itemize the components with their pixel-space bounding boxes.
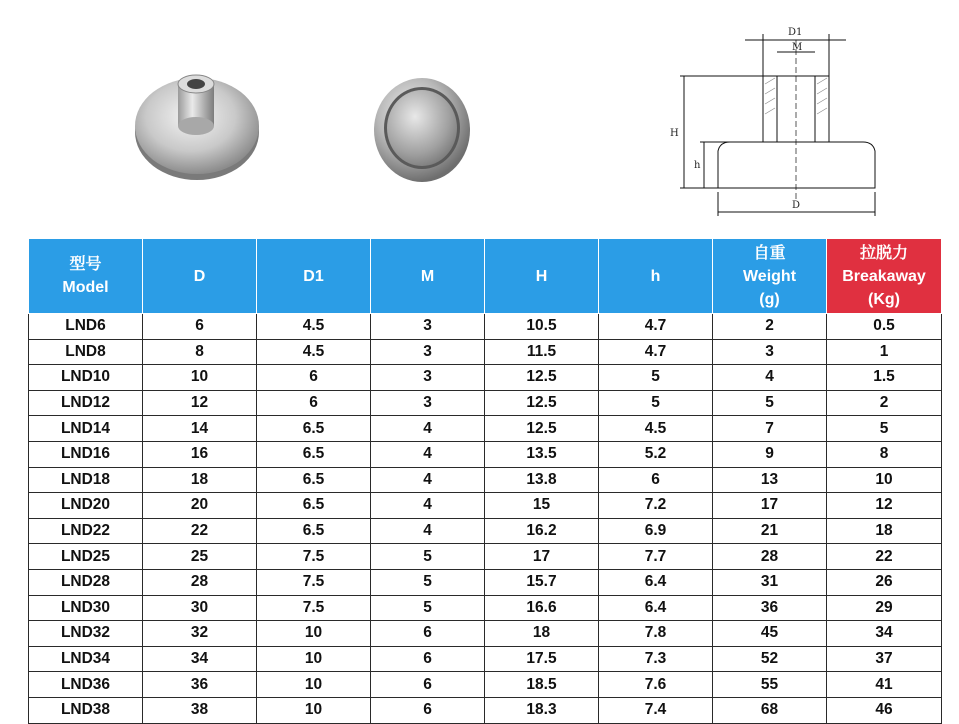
cell-model: LND36: [29, 672, 143, 698]
cell-d1: 6.5: [257, 467, 371, 493]
cell-h-small: 4.7: [599, 339, 713, 365]
cell-breakaway: 46: [827, 697, 942, 723]
table-row: [29, 646, 942, 672]
header-model: 型号 Model: [29, 239, 143, 314]
cell-d1: 4.5: [257, 339, 371, 365]
table-row: [29, 493, 942, 519]
cell-model: LND34: [29, 646, 143, 672]
cell-d: 30: [143, 595, 257, 621]
cell-h-small: 6.4: [599, 569, 713, 595]
header-m: M: [371, 239, 485, 314]
cell-h: 13.8: [485, 467, 599, 493]
cell-model: LND28: [29, 569, 143, 595]
cell-breakaway: 34: [827, 621, 942, 647]
cell-d: 14: [143, 416, 257, 442]
cell-d: 10: [143, 365, 257, 391]
cell-d: 22: [143, 518, 257, 544]
cell-weight: 17: [713, 493, 827, 519]
drawing-label-d1: D1: [788, 27, 803, 38]
table-row: [29, 467, 942, 493]
cell-model: LND38: [29, 697, 143, 723]
cell-d: 25: [143, 544, 257, 570]
cell-weight: 3: [713, 339, 827, 365]
cell-h: 18.3: [485, 697, 599, 723]
cell-weight: 13: [713, 467, 827, 493]
magnet-side-photo-icon: [132, 62, 262, 186]
cell-m: 3: [371, 390, 485, 416]
cell-d1: 6.5: [257, 518, 371, 544]
cell-d1: 6: [257, 390, 371, 416]
cell-breakaway: 0.5: [827, 314, 942, 340]
cell-d1: 6.5: [257, 493, 371, 519]
cell-d: 20: [143, 493, 257, 519]
cell-h: 17: [485, 544, 599, 570]
cell-d: 6: [143, 314, 257, 340]
cell-h-small: 7.2: [599, 493, 713, 519]
cell-weight: 7: [713, 416, 827, 442]
table-row: [29, 441, 942, 467]
header-breakaway: 拉脱力 Breakaway (Kg): [827, 239, 942, 314]
header-d1: D1: [257, 239, 371, 314]
drawing-label-d: D: [792, 200, 801, 211]
cell-h-small: 6.4: [599, 595, 713, 621]
cell-breakaway: 41: [827, 672, 942, 698]
cell-weight: 9: [713, 441, 827, 467]
cell-d: 16: [143, 441, 257, 467]
cell-weight: 45: [713, 621, 827, 647]
table-row: [29, 621, 942, 647]
cell-breakaway: 29: [827, 595, 942, 621]
cell-m: 6: [371, 621, 485, 647]
cell-h: 18.5: [485, 672, 599, 698]
cell-weight: 55: [713, 672, 827, 698]
cell-weight: 28: [713, 544, 827, 570]
cell-h-small: 5: [599, 390, 713, 416]
cell-d: 18: [143, 467, 257, 493]
cell-h-small: 6.9: [599, 518, 713, 544]
cell-m: 5: [371, 569, 485, 595]
cell-breakaway: 1: [827, 339, 942, 365]
cell-breakaway: 1.5: [827, 365, 942, 391]
cell-model: LND18: [29, 467, 143, 493]
spec-table: [28, 238, 942, 724]
header-h-small: h: [599, 239, 713, 314]
cell-h: 12.5: [485, 365, 599, 391]
cell-breakaway: 18: [827, 518, 942, 544]
cell-h: 15: [485, 493, 599, 519]
table-body: [29, 314, 942, 724]
cell-d1: 10: [257, 697, 371, 723]
cell-weight: 31: [713, 569, 827, 595]
cell-m: 5: [371, 544, 485, 570]
cell-h: 18: [485, 621, 599, 647]
cell-model: LND32: [29, 621, 143, 647]
cell-h-small: 5: [599, 365, 713, 391]
cell-model: LND25: [29, 544, 143, 570]
cell-m: 4: [371, 518, 485, 544]
cell-breakaway: 12: [827, 493, 942, 519]
cell-h-small: 7.3: [599, 646, 713, 672]
cell-d1: 7.5: [257, 569, 371, 595]
header-row: [29, 239, 942, 314]
cell-model: LND10: [29, 365, 143, 391]
cell-h-small: 7.4: [599, 697, 713, 723]
table-row: [29, 569, 942, 595]
cell-d1: 10: [257, 621, 371, 647]
cell-weight: 21: [713, 518, 827, 544]
cell-m: 3: [371, 339, 485, 365]
cell-model: LND30: [29, 595, 143, 621]
cell-m: 6: [371, 646, 485, 672]
cell-h-small: 4.5: [599, 416, 713, 442]
table-row: [29, 339, 942, 365]
cell-d: 34: [143, 646, 257, 672]
header-weight: 自重 Weight (g): [713, 239, 827, 314]
drawing-label-h: H: [670, 128, 679, 139]
table-row: [29, 390, 942, 416]
cell-m: 4: [371, 493, 485, 519]
cell-d: 36: [143, 672, 257, 698]
table-row: [29, 365, 942, 391]
cell-d1: 10: [257, 672, 371, 698]
header-d: D: [143, 239, 257, 314]
cell-breakaway: 8: [827, 441, 942, 467]
table-row: [29, 314, 942, 340]
cell-breakaway: 5: [827, 416, 942, 442]
cell-d: 8: [143, 339, 257, 365]
cell-h: 17.5: [485, 646, 599, 672]
cell-m: 6: [371, 697, 485, 723]
cell-h: 12.5: [485, 416, 599, 442]
cell-model: LND12: [29, 390, 143, 416]
cell-model: LND16: [29, 441, 143, 467]
cell-model: LND8: [29, 339, 143, 365]
cell-h-small: 6: [599, 467, 713, 493]
drawing-label-m: M: [792, 42, 803, 53]
cell-h: 16.2: [485, 518, 599, 544]
header-h: H: [485, 239, 599, 314]
cell-m: 4: [371, 416, 485, 442]
technical-drawing: [660, 20, 890, 225]
cell-d1: 6.5: [257, 441, 371, 467]
cell-h-small: 5.2: [599, 441, 713, 467]
cell-h-small: 4.7: [599, 314, 713, 340]
cell-d1: 10: [257, 646, 371, 672]
cell-weight: 36: [713, 595, 827, 621]
cell-h: 10.5: [485, 314, 599, 340]
cell-model: LND6: [29, 314, 143, 340]
table-row: [29, 544, 942, 570]
cell-d: 12: [143, 390, 257, 416]
cell-h: 15.7: [485, 569, 599, 595]
cell-weight: 52: [713, 646, 827, 672]
cell-h-small: 7.6: [599, 672, 713, 698]
cell-h: 12.5: [485, 390, 599, 416]
cell-model: LND20: [29, 493, 143, 519]
cell-weight: 5: [713, 390, 827, 416]
cell-breakaway: 26: [827, 569, 942, 595]
cell-d: 32: [143, 621, 257, 647]
table-row: [29, 518, 942, 544]
cell-d1: 6: [257, 365, 371, 391]
table-row: [29, 697, 942, 723]
cell-model: LND22: [29, 518, 143, 544]
cell-h-small: 7.8: [599, 621, 713, 647]
cell-d: 28: [143, 569, 257, 595]
cell-h: 11.5: [485, 339, 599, 365]
cell-d1: 7.5: [257, 595, 371, 621]
cell-breakaway: 10: [827, 467, 942, 493]
cell-h: 16.6: [485, 595, 599, 621]
cell-h-small: 7.7: [599, 544, 713, 570]
magnet-front-photo-icon: [372, 76, 472, 184]
cell-breakaway: 37: [827, 646, 942, 672]
cell-breakaway: 2: [827, 390, 942, 416]
cell-m: 3: [371, 365, 485, 391]
cell-m: 5: [371, 595, 485, 621]
cell-h: 13.5: [485, 441, 599, 467]
cell-d: 38: [143, 697, 257, 723]
cell-breakaway: 22: [827, 544, 942, 570]
table-row: [29, 416, 942, 442]
cell-m: 6: [371, 672, 485, 698]
cell-d1: 7.5: [257, 544, 371, 570]
table-row: [29, 595, 942, 621]
cell-d1: 4.5: [257, 314, 371, 340]
cell-m: 4: [371, 441, 485, 467]
cell-m: 3: [371, 314, 485, 340]
cell-m: 4: [371, 467, 485, 493]
cell-weight: 2: [713, 314, 827, 340]
table-row: [29, 672, 942, 698]
drawing-label-h-small: h: [694, 160, 701, 171]
cell-weight: 68: [713, 697, 827, 723]
cell-model: LND14: [29, 416, 143, 442]
cell-d1: 6.5: [257, 416, 371, 442]
cell-weight: 4: [713, 365, 827, 391]
